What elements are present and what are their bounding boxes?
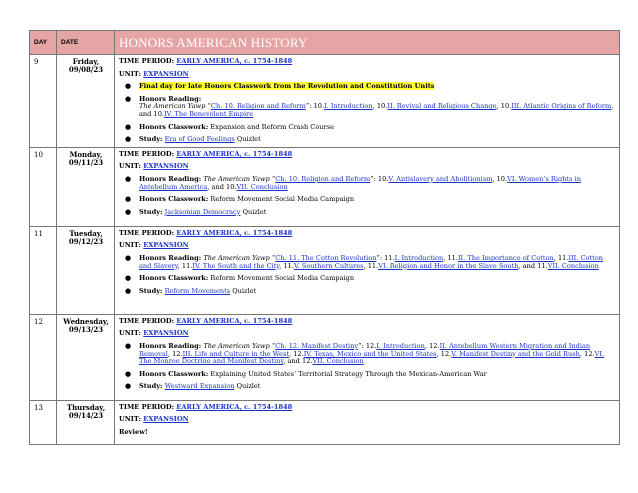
time-period: TIME PERIOD: EARLY AMERICA, c. 1754-1848 (119, 402, 293, 411)
section-link[interactable]: II. The Importance of Cotton (457, 253, 554, 262)
book-title: The American Yawp (203, 174, 270, 183)
study-link[interactable]: Jacksonian Democracy (164, 207, 241, 216)
day-column-header: DAY (30, 31, 57, 55)
list-item: ● Honors Reading: The American Yawp “Ch. 11. The Cotton Revolution”: 11.I. Introduction, 11.II. The Importance of Cotton, 11.III. Cotton and Slavery, 11.IV. The South and the City, 11.V. Southern Cultures, 11.VI. Religion and Honor in the Slave South, and 11.VII. Conclusion (125, 253, 604, 270)
section-link[interactable]: II. Antebellum Western Migration and Indian Removal (139, 341, 591, 358)
time-period: TIME PERIOD: EARLY AMERICA, c. 1754-1848 (119, 57, 293, 65)
lesson-cell (115, 147, 620, 226)
time-period-link[interactable]: EARLY AMERICA, c. 1754-1848 (176, 316, 293, 325)
classwork-text: Reform Movement Social Media Campaign (210, 195, 355, 204)
bullet-icon: ● (125, 174, 132, 183)
chapter-link[interactable]: Ch. 10. Religion and Reform (275, 174, 371, 183)
day-number: 9 (30, 55, 57, 148)
section-link[interactable]: VII. Conclusion (547, 261, 599, 270)
bullet-icon: ● (125, 195, 132, 204)
book-title: The American Yawp (203, 253, 270, 262)
schedule-table (29, 30, 620, 445)
weekday: Tuesday, (69, 228, 103, 238)
chapter-link[interactable]: Ch. 10. Religion and Reform (210, 102, 306, 111)
list-item: ● Study: Jacksonian Democracy Quizlet (125, 207, 267, 216)
time-period: TIME PERIOD: EARLY AMERICA, c. 1754-1848 (119, 149, 293, 158)
lesson-cell (115, 400, 620, 444)
table-row (30, 226, 620, 314)
section-link[interactable]: V. Antislavery and Abolitionism (388, 174, 493, 183)
lesson-cell (115, 55, 620, 148)
bullet-icon: ● (125, 274, 132, 283)
time-period: TIME PERIOD: EARLY AMERICA, c. 1754-1848 (119, 316, 293, 325)
lesson-list (119, 255, 615, 295)
classwork-text: Expansion and Reform Crash Course (210, 122, 334, 131)
time-period-link[interactable]: EARLY AMERICA, c. 1754-1848 (176, 402, 293, 411)
weekday: Friday, (72, 57, 100, 66)
late-work-notice: Final day for late Honors Classwork from the Revolution and Constitution Units (139, 82, 435, 91)
date: 09/14/23 (68, 410, 104, 420)
section-link[interactable]: VI. The Monroe Doctrine and Manifest Destiny (139, 349, 605, 366)
unit-link[interactable]: EXPANSION (143, 415, 189, 424)
bullet-icon: ● (125, 122, 132, 131)
book-title: The American Yawp (139, 102, 206, 111)
section-link[interactable]: II. Revival and Religious Change (387, 102, 497, 111)
bullet-icon: ● (125, 382, 132, 391)
list-item: ● Honors Reading: The American Yawp “Ch. 10. Religion and Reform”: 10.I. Introduction, 10.II. Revival and Religious Change, 10.III. Atlantic Origins of Reform, and 10.IV. The Benevolent Empire (125, 94, 614, 118)
unit-link[interactable]: EXPANSION (143, 241, 189, 250)
section-link[interactable]: III. Atlantic Origins of Reform (511, 102, 612, 111)
lesson-list (119, 176, 615, 216)
list-item: ● Honors Classwork: Reform Movement Social Media Campaign (125, 195, 355, 204)
unit: UNIT: EXPANSION (119, 69, 189, 78)
section-link[interactable]: I. Introduction (324, 102, 373, 111)
classwork-text: Reform Movement Social Media Campaign (210, 274, 355, 283)
table-row (30, 314, 620, 400)
list-item: ● Study: Westward Expansion Quizlet (125, 382, 261, 391)
list-item: ● Study: Era of Good Feelings Quizlet (125, 135, 261, 144)
date-cell (57, 147, 115, 226)
section-link[interactable]: III. Life and Culture in the West (182, 349, 289, 358)
book-title: The American Yawp (203, 341, 270, 350)
chapter-link[interactable]: Ch. 12. Manifest Destiny (275, 341, 359, 350)
unit: UNIT: EXPANSION (119, 415, 189, 424)
weekday: Wednesday, (63, 316, 109, 326)
date-cell (57, 55, 115, 148)
course-title: HONORS AMERICAN HISTORY (115, 31, 620, 55)
section-link[interactable]: I. Introduction (376, 341, 425, 350)
lesson-cell (115, 226, 620, 314)
bullet-icon: ● (125, 207, 132, 216)
section-link[interactable]: IV. Texas, Mexico and the United States (303, 349, 437, 358)
time-period-link[interactable]: EARLY AMERICA, c. 1754-1848 (176, 228, 293, 237)
list-item: ● Study: Reform Movements Quizlet (125, 286, 257, 295)
unit: UNIT: EXPANSION (119, 329, 189, 338)
bullet-icon: ● (125, 341, 132, 350)
list-item (119, 83, 615, 91)
section-link[interactable]: III. Cotton and Slavery (139, 253, 604, 270)
unit: UNIT: EXPANSION (119, 241, 189, 250)
time-period-link[interactable]: EARLY AMERICA, c. 1754-1848 (176, 57, 293, 65)
date-cell (57, 226, 115, 314)
section-link[interactable]: VI. Women’s Rights in Antebellum America (139, 174, 581, 191)
date: 09/11/23 (68, 157, 104, 167)
lesson-list (119, 83, 615, 144)
time-period: TIME PERIOD: EARLY AMERICA, c. 1754-1848 (119, 228, 293, 237)
table-row (30, 147, 620, 226)
list-item: ● Honors Classwork: Expansion and Reform Crash Course (125, 122, 334, 131)
day-number: 10 (30, 147, 57, 226)
day-number: 11 (30, 226, 57, 314)
date-cell (57, 400, 115, 444)
date-column-header: DATE (57, 31, 115, 55)
date: 09/13/23 (68, 324, 104, 334)
bullet-icon: ● (125, 253, 132, 262)
weekday: Monday, (69, 149, 103, 159)
day-number: 13 (30, 400, 57, 444)
table-row (30, 400, 620, 444)
unit-link[interactable]: EXPANSION (143, 162, 189, 171)
chapter-link[interactable]: Ch. 11. The Cotton Revolution (275, 253, 377, 262)
unit: UNIT: EXPANSION (119, 162, 189, 171)
section-link[interactable]: I. Introduction (394, 253, 444, 262)
study-link[interactable]: Era of Good Feelings (164, 135, 235, 144)
time-period-link[interactable]: EARLY AMERICA, c. 1754-1848 (176, 149, 293, 158)
list-item: ● Honors Classwork: Reform Movement Social Media Campaign (125, 274, 355, 283)
list-item: ● Honors Classwork: Explaining United States’ Territorial Strategy Through the Mexican-American War (125, 369, 487, 378)
table-row (30, 55, 620, 148)
list-item: ● Honors Reading: The American Yawp “Ch. 12. Manifest Destiny”: 12.I. Introduction, 12.II. Antebellum Western Migration and Indian Removal, 12.III. Life and Culture in the West, 12.IV. Texas, Mexico and the United States, 12.V. Manifest Destiny and the Gold Rush, 12.VI. The Monroe Doctrine and Manifest Destiny, and 12.VII. Conclusion (125, 341, 605, 366)
bullet-icon: ● (125, 82, 132, 91)
section-link[interactable]: V. Southern Cultures (293, 261, 364, 270)
bullet-icon: ● (125, 286, 132, 295)
day-number: 12 (30, 314, 57, 400)
list-item: ● Honors Reading: The American Yawp “Ch. 10. Religion and Reform”: 10.V. Antislavery and Abolitionism, 10.VI. Women’s Rights in Antebellum America, and 10.VII. Conclusion (125, 174, 581, 191)
unit-link[interactable]: EXPANSION (143, 329, 189, 338)
section-link[interactable]: IV. The South and the City (192, 261, 280, 270)
unit-link[interactable]: EXPANSION (143, 69, 189, 78)
bullet-icon: ● (125, 135, 132, 144)
section-link[interactable]: V. Manifest Destiny and the Gold Rush (451, 349, 580, 358)
lesson-list (119, 343, 615, 391)
weekday: Thursday, (66, 402, 106, 412)
classwork-text: Explaining United States’ Territorial Strategy Through the Mexican-American War (210, 369, 487, 378)
header-row (30, 31, 620, 55)
review-text: Review! (119, 427, 148, 436)
section-link[interactable]: VI. Religion and Honor in the Slave South (378, 261, 519, 270)
date: 09/08/23 (68, 65, 104, 74)
lesson-cell (115, 314, 620, 400)
bullet-icon: ● (125, 94, 132, 103)
bullet-icon: ● (125, 369, 132, 378)
date-cell (57, 314, 115, 400)
section-link[interactable]: VII. Conclusion (312, 357, 364, 366)
date: 09/12/23 (68, 236, 104, 246)
study-link[interactable]: Westward Expansion (164, 382, 235, 391)
section-link[interactable]: VII. Conclusion (236, 182, 288, 191)
section-link[interactable]: IV. The Benevolent Empire (164, 109, 254, 118)
study-link[interactable]: Reform Movements (164, 286, 231, 295)
